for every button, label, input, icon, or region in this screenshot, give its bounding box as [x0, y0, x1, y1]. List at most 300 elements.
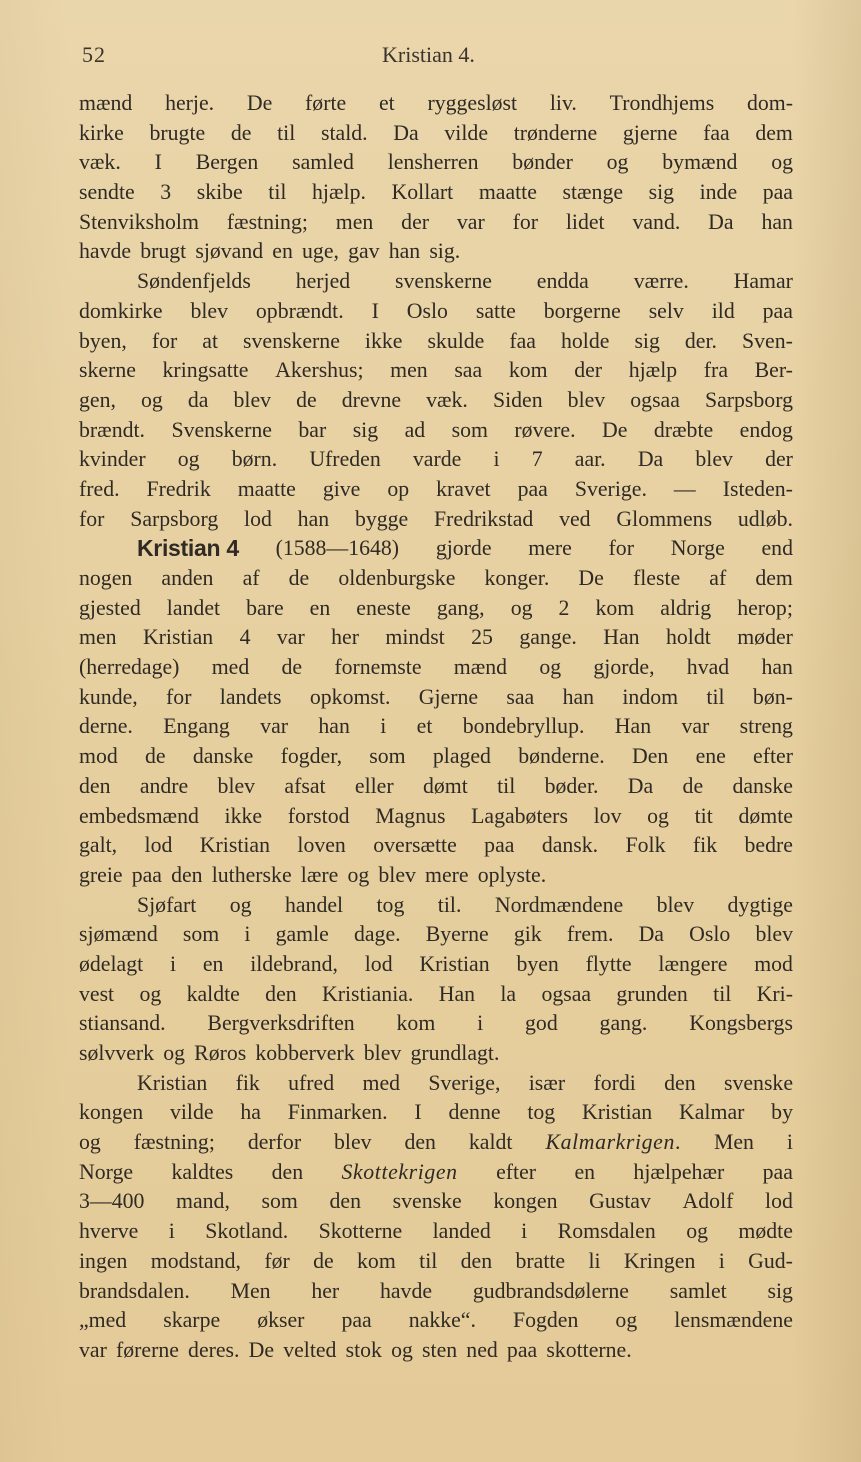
word: den: [404, 1130, 436, 1155]
word: Da: [393, 120, 419, 145]
word: brandsdalen.: [79, 1278, 190, 1303]
word: la: [500, 981, 517, 1006]
word: gjorde,: [593, 655, 655, 680]
text-line: [79, 1277, 793, 1307]
text-line: [79, 891, 793, 921]
text-line: [79, 564, 793, 594]
word: Sverige,: [428, 1070, 501, 1095]
word: som: [261, 1189, 298, 1214]
word: Kristian: [419, 951, 490, 976]
word: vand.: [632, 209, 681, 234]
word: dage.: [353, 922, 401, 947]
word: et: [378, 91, 395, 115]
word: i: [718, 1248, 725, 1273]
word: end: [761, 536, 793, 561]
word: Kringen: [623, 1248, 696, 1273]
word: svenske: [723, 1070, 793, 1095]
word: bar: [298, 417, 327, 442]
word: sig: [634, 328, 660, 353]
word: i: [521, 1219, 528, 1244]
word: i: [493, 447, 500, 472]
word: ufred: [288, 1070, 335, 1095]
word: og: [647, 803, 669, 828]
word: lære: [300, 862, 339, 887]
text-line: [79, 1128, 793, 1158]
text-line: [79, 208, 793, 238]
word: hjælp.: [312, 180, 366, 205]
word: i: [169, 951, 177, 976]
word: og: [177, 447, 200, 472]
word: tit: [694, 803, 713, 828]
word: mænd: [79, 91, 133, 115]
word: i: [168, 1219, 175, 1244]
word: dømt: [422, 773, 468, 798]
text-line: [79, 1217, 793, 1247]
word: mand,: [176, 1189, 230, 1214]
word: Sarpsborg: [130, 506, 219, 531]
word: og: [347, 862, 370, 887]
word: de: [682, 773, 704, 798]
word: dom-: [746, 91, 793, 115]
word: sten: [422, 1337, 458, 1362]
word: mod: [754, 951, 793, 976]
word: herje.: [165, 91, 215, 115]
word: herjed: [295, 269, 351, 294]
word: ha: [240, 1100, 261, 1125]
word: Kalmar: [679, 1100, 745, 1125]
word: Sjøfart: [137, 892, 197, 917]
word: Svenskerne: [171, 417, 272, 442]
word: Oslo: [689, 922, 731, 947]
word: vilde: [169, 1100, 214, 1125]
word: til.: [437, 892, 462, 917]
word: selv: [648, 298, 684, 323]
word: anden: [161, 566, 214, 590]
word: møder: [737, 625, 793, 650]
word: gjerne: [622, 120, 678, 145]
word: paa: [341, 1308, 372, 1333]
word: børn.: [231, 447, 278, 472]
word: den: [271, 1159, 304, 1184]
text-line: [79, 594, 793, 624]
word: den: [79, 773, 111, 798]
word: blev: [233, 387, 272, 412]
word: gang.: [599, 1011, 648, 1036]
word: (1588—1648): [275, 536, 400, 561]
word: holdt: [666, 625, 711, 650]
word: som: [451, 417, 488, 442]
word: fred.: [79, 476, 120, 501]
word: danske: [732, 773, 793, 798]
word: Kri-: [756, 981, 793, 1006]
word: til: [497, 773, 516, 798]
word: blev: [378, 862, 416, 887]
text-line: [79, 386, 793, 416]
word: Glommens: [616, 506, 713, 531]
word: byen: [516, 951, 559, 976]
emphasized-term: Kalmarkrigen.: [545, 1130, 681, 1155]
word: i: [244, 922, 251, 947]
word: paa: [484, 833, 515, 858]
word: oplyste.: [477, 862, 547, 887]
text-line: [79, 980, 793, 1010]
word: Men: [713, 1130, 754, 1155]
word: uge,: [302, 239, 339, 264]
word: kom: [396, 1011, 436, 1036]
word: oldenburgske: [338, 566, 456, 590]
word: med: [211, 655, 250, 680]
text-line: [79, 327, 793, 357]
word: Sverige.: [574, 476, 647, 501]
word: han: [388, 239, 421, 264]
word: der: [401, 209, 430, 234]
word: gange.: [519, 625, 577, 650]
word: Men: [230, 1278, 271, 1303]
text-line: [79, 831, 793, 861]
word: sig: [767, 1278, 793, 1303]
word: og: [771, 150, 793, 175]
word: for: [166, 684, 192, 709]
word: de: [230, 120, 252, 145]
word: opbrændt.: [255, 298, 344, 323]
word: skarpe: [163, 1308, 221, 1333]
word: Kristian: [142, 625, 214, 650]
word: Da: [708, 209, 734, 234]
word: Lagabøters: [471, 803, 568, 828]
text-line: [79, 119, 793, 149]
word: gamle: [275, 922, 329, 947]
word: flytte: [585, 951, 632, 976]
word: forstod: [287, 803, 350, 828]
word: grundlagt.: [410, 1041, 500, 1065]
word: blev: [217, 773, 256, 798]
word: landet: [166, 595, 221, 620]
word: af: [709, 566, 727, 590]
word: brugt: [140, 239, 187, 264]
word: og: [139, 981, 162, 1006]
word: længere: [658, 951, 728, 976]
word: han: [562, 684, 595, 709]
word: lensherren: [387, 150, 479, 175]
word: Isteden-: [722, 476, 793, 501]
word: ødelagt: [79, 951, 144, 976]
word: mere: [425, 862, 469, 887]
word: Oslo: [406, 298, 448, 323]
word: paa: [506, 1337, 538, 1362]
word: holde: [561, 328, 610, 353]
word: de: [145, 744, 166, 769]
text-line: [79, 356, 793, 386]
word: væk.: [426, 387, 468, 412]
word: streng: [739, 714, 793, 739]
word: brugte: [149, 120, 206, 145]
word: Trondhjems: [609, 91, 715, 115]
word: afsat: [284, 773, 326, 798]
word: aldrig: [660, 595, 712, 620]
word: svenskerne: [395, 269, 492, 294]
word: kaldte: [186, 981, 240, 1006]
word: den: [329, 1189, 362, 1214]
text-line: [79, 1187, 793, 1217]
word: samlet: [669, 1278, 727, 1303]
word: Kristian: [581, 1100, 653, 1125]
word: for: [79, 506, 105, 531]
word: ad: [404, 417, 426, 442]
word: bønderne.: [518, 744, 605, 769]
word: dem: [755, 120, 793, 145]
text-line: [79, 742, 793, 772]
word: en: [202, 951, 224, 976]
word: Ber-: [754, 358, 793, 383]
word: paa: [131, 862, 162, 887]
word: herop;: [737, 595, 793, 620]
word: Søndenfjelds: [137, 269, 251, 294]
word: bondebryllup.: [462, 714, 585, 739]
text-line: [79, 1009, 793, 1039]
word: 7: [531, 447, 543, 472]
word: by: [771, 1100, 793, 1125]
word: stiansand.: [79, 1011, 166, 1036]
word: og: [510, 595, 533, 620]
word: saa: [506, 684, 535, 709]
word: fæstning;: [226, 209, 308, 234]
word: hverve: [79, 1219, 139, 1244]
word: af: [242, 566, 260, 590]
word: Sarpsborg: [704, 387, 793, 412]
word: lidet: [565, 209, 605, 234]
word: men: [390, 358, 428, 383]
emphasized-term: Skottekrigen: [341, 1159, 458, 1184]
word: op: [387, 476, 410, 501]
word: gjested: [79, 595, 141, 620]
word: førte: [305, 91, 347, 115]
word: (herredage): [79, 655, 180, 680]
word: fæstning;: [133, 1130, 215, 1155]
word: der: [574, 358, 603, 383]
word: og: [229, 892, 252, 917]
text-line: [79, 505, 793, 535]
word: Norge: [670, 536, 725, 561]
word: som: [369, 744, 406, 769]
word: Da: [627, 773, 654, 798]
word: mere: [528, 536, 572, 561]
word: kaldtes: [171, 1159, 234, 1184]
word: plaged: [432, 744, 491, 769]
word: danske: [192, 744, 254, 769]
word: Skotterne: [318, 1219, 403, 1244]
word: endda: [536, 269, 589, 294]
word: domkirke: [79, 298, 163, 323]
word: havde: [79, 239, 132, 264]
word: han: [761, 209, 793, 234]
text-line: [79, 1069, 793, 1099]
word: dansk.: [541, 833, 599, 858]
word: Folk: [625, 833, 666, 858]
word: vest: [79, 981, 115, 1006]
word: lod: [244, 506, 272, 531]
word: sølvverk: [79, 1041, 155, 1065]
word: og: [140, 387, 163, 412]
word: indom: [622, 684, 679, 709]
word: efter: [753, 744, 793, 769]
word: Hamar: [733, 269, 793, 294]
text-line: [79, 772, 793, 802]
word: og: [615, 1308, 638, 1333]
word: og: [686, 1219, 708, 1244]
text-line: [79, 861, 793, 891]
word: li: [588, 1248, 601, 1273]
word: byen,: [79, 328, 127, 353]
word: kobberverk: [255, 1041, 355, 1065]
word: faa: [703, 120, 730, 145]
word: fik: [692, 833, 718, 858]
word: men: [79, 625, 117, 650]
word: her: [311, 1278, 340, 1303]
word: for: [608, 536, 634, 561]
word: Magnus: [375, 803, 446, 828]
word: i: [786, 1130, 793, 1155]
word: gudbrandsdølerne: [472, 1278, 629, 1303]
word: men: [335, 209, 374, 234]
word: mindst: [385, 625, 445, 650]
word: Stenviksholm: [79, 209, 199, 234]
word: og: [79, 1130, 101, 1155]
word: Siden: [492, 387, 543, 412]
word: kirke: [79, 120, 124, 145]
word: til: [713, 981, 732, 1006]
word: den: [265, 981, 297, 1006]
word: ned: [466, 1337, 498, 1362]
word: især: [528, 1070, 566, 1095]
word: lutherske: [211, 862, 292, 887]
word: sig: [648, 180, 675, 205]
word: fik: [235, 1070, 260, 1095]
word: skibe: [196, 180, 243, 205]
word: og: [391, 1337, 413, 1362]
word: den: [171, 862, 203, 887]
word: var: [276, 625, 305, 650]
word: skulde: [427, 328, 485, 353]
word: nogen: [79, 566, 133, 590]
text-line: [79, 148, 793, 178]
word: de: [296, 387, 317, 412]
word: at: [202, 328, 219, 353]
word: en: [574, 1159, 596, 1184]
text-line: [79, 623, 793, 653]
word: satte: [475, 298, 516, 323]
word: modstand,: [150, 1248, 241, 1273]
text-line: [79, 1336, 793, 1366]
word: Kristian: [199, 833, 271, 858]
word: bønder: [512, 150, 573, 175]
word: lod: [765, 1189, 793, 1214]
word: var: [456, 209, 485, 234]
text-line: [79, 534, 793, 564]
word: Romsdalen: [557, 1219, 656, 1244]
word: blev: [334, 1130, 372, 1155]
word: Adolf: [682, 1189, 734, 1214]
text-line: [79, 950, 793, 980]
word: 4: [239, 625, 251, 650]
word: sjøvand: [195, 239, 264, 264]
word: og: [539, 655, 562, 680]
word: stænge: [562, 180, 624, 205]
word: ingen: [79, 1248, 128, 1273]
word: opkomst.: [309, 684, 391, 709]
word: eneste: [356, 595, 411, 620]
word: Da: [638, 922, 664, 947]
word: lod: [144, 833, 173, 858]
text-line: [79, 1158, 793, 1188]
text-line: [79, 267, 793, 297]
word: hvad: [686, 655, 730, 680]
word: landets: [219, 684, 282, 709]
word: bøn-: [752, 684, 793, 709]
word: og: [163, 1041, 186, 1065]
word: denne: [448, 1100, 501, 1125]
word: den: [460, 1248, 493, 1273]
word: I: [414, 1100, 422, 1125]
text-line: [79, 178, 793, 208]
word: en: [309, 595, 331, 620]
word: Kristiania.: [321, 981, 414, 1006]
word: drevne: [341, 387, 402, 412]
word: Gud-: [748, 1248, 793, 1273]
word: lod: [364, 951, 393, 976]
word: kringsatte: [162, 358, 249, 383]
word: bygge: [354, 506, 409, 531]
word: var: [681, 714, 710, 739]
word: til: [277, 120, 296, 145]
word: gjorde: [435, 536, 492, 561]
word: de: [288, 566, 310, 590]
word: 3—400: [79, 1189, 145, 1214]
word: oversætte: [373, 833, 457, 858]
word: eller: [354, 773, 394, 798]
word: med: [362, 1070, 401, 1095]
word: efter: [496, 1159, 537, 1184]
word: for: [151, 328, 178, 353]
word: kravet: [436, 476, 491, 501]
word: inde: [699, 180, 738, 205]
page-number: 52: [82, 42, 106, 67]
word: Kongsbergs: [689, 1011, 793, 1036]
word: blev: [755, 922, 793, 947]
word: I: [371, 298, 379, 323]
word: Norge: [79, 1159, 134, 1184]
word: bratte: [515, 1248, 566, 1273]
word: 2: [558, 595, 570, 620]
word: økser: [257, 1308, 305, 1333]
text-line: [79, 1247, 793, 1277]
word: Nordmændene: [494, 892, 624, 917]
word: gav: [348, 239, 380, 264]
word: „med: [79, 1308, 127, 1333]
word: kvinder: [79, 447, 146, 472]
word: bøder.: [544, 773, 599, 798]
word: god: [525, 1011, 558, 1036]
word: som: [182, 922, 220, 947]
word: Fogden: [512, 1308, 579, 1333]
word: paa: [762, 180, 793, 205]
word: havde: [379, 1278, 433, 1303]
word: Gustav: [589, 1189, 651, 1214]
word: vilde: [444, 120, 488, 145]
word: blev: [656, 892, 695, 917]
word: ene: [695, 744, 726, 769]
word: bedre: [744, 833, 793, 858]
word: gik: [513, 922, 542, 947]
